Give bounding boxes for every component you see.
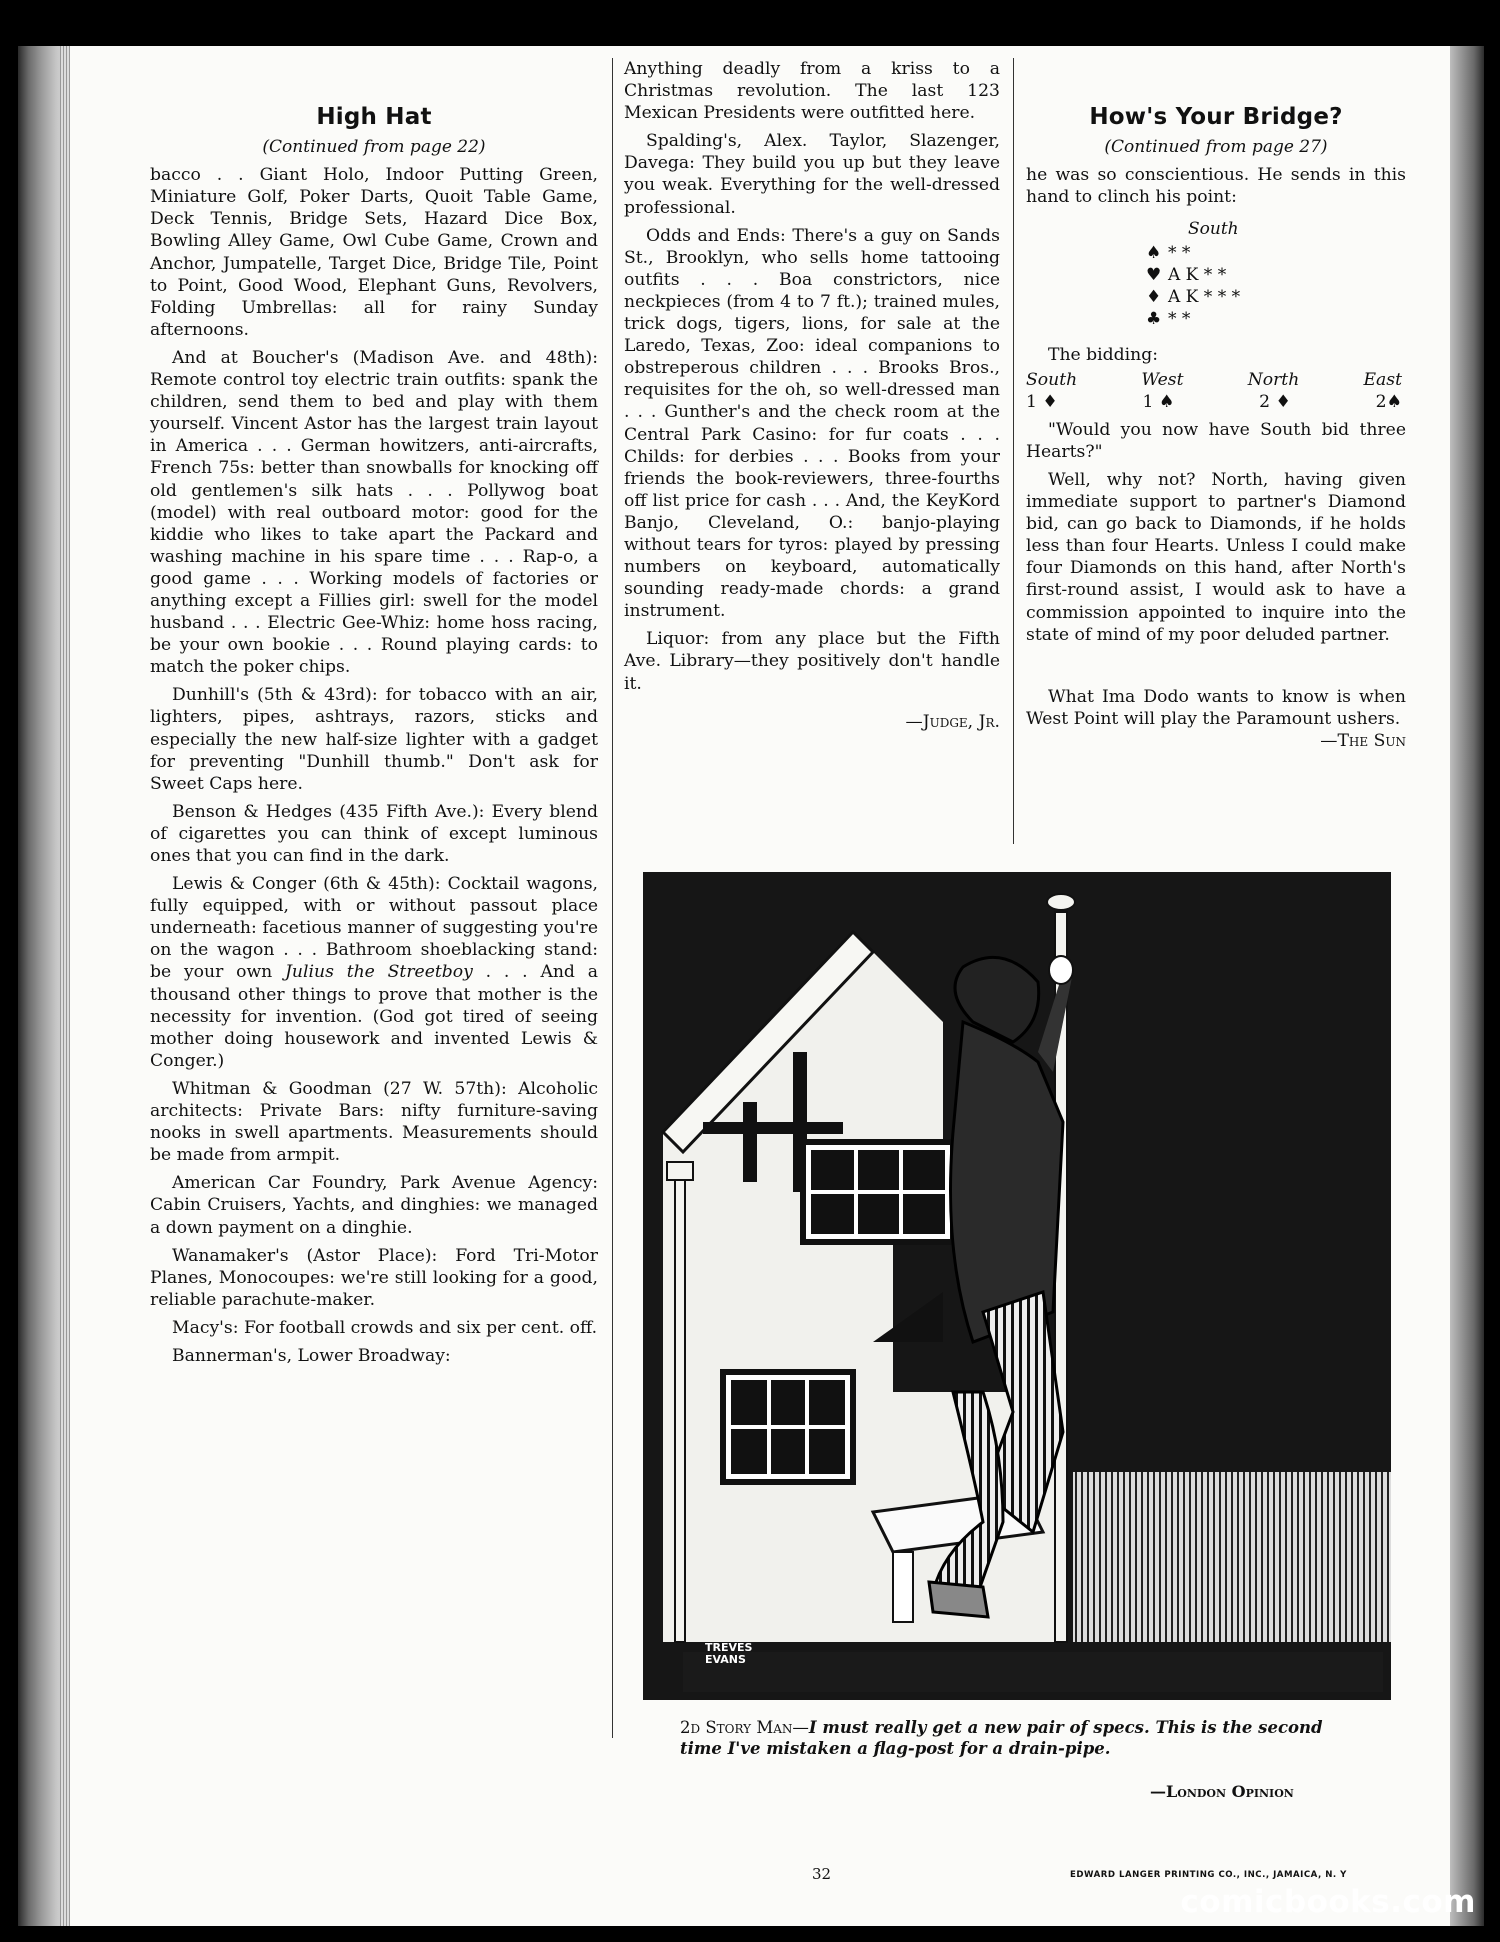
paragraph: Bannerman's, Lower Broadway: — [172, 1345, 451, 1366]
signature: —Judge, Jr. — [905, 711, 1000, 732]
paragraph: Wanamaker's (Astor Place): Ford Tri-Motor Planes, Monocoupes: we're still looking for a good, reliable parachute-maker. — [150, 1245, 598, 1310]
italic-text: Julius the Streetboy — [285, 962, 473, 983]
bidding-players — [1026, 369, 1406, 391]
player-north: North — [1247, 369, 1300, 390]
paragraph: Odds and Ends: There's a guy on Sands St., Brooklyn, who sells home tattooing outfits . . . Boa constrictors, nice neckpieces (from 4 to 7 ft.); trained mules, trick dogs, tigers, lions, for sale at the Laredo, Texas, Zoo: ideal companions to obstreperous children . . . Brooks Bros., requisites for the oh, so well-dressed man . . . Gunther's and the check room at the Central Park Casino: for fur coats . . . Childs: for derbies . . . Books from your friends the book-reviewers, three-fourths off list price for cash . . . And, the KeyKord Banjo, Cleveland, O.: banjo-playing without tears for tyros: played by pressing numbers on keyboard, automatically sounding ready-made chords: a grand instrument. — [624, 225, 1000, 622]
player-south: South — [1026, 369, 1078, 390]
high-hat-column — [150, 48, 598, 1373]
diamond-icon: ♦ — [1146, 287, 1162, 308]
cartoon-illustration — [643, 872, 1391, 1700]
paragraph-lewis-conger — [150, 873, 598, 1072]
caption-speaker: 2d Story Man— — [680, 1718, 809, 1737]
hand-row-hearts — [1026, 264, 1406, 286]
page-right-edge — [1450, 46, 1484, 1926]
cartoon-caption — [680, 1717, 1370, 1759]
cards: A K * * * — [1168, 287, 1241, 308]
article-title: How's Your Bridge? — [1089, 104, 1343, 130]
spade-icon: ♠ — [1146, 243, 1162, 264]
bid-west: 1 ♠ — [1142, 391, 1175, 412]
paragraph: Spalding's, Alex. Taylor, Slazenger, Davega: They build you up but they leave you weak. Everything for the well-dressed professional. — [624, 131, 1000, 218]
bidding-bids — [1026, 391, 1406, 413]
player-west: West — [1141, 369, 1184, 390]
joke: What Ima Dodo wants to know is when West Point will play the Paramount ushers. — [1026, 686, 1406, 729]
high-hat-column-continued — [624, 58, 1000, 739]
paragraph: And at Boucher's (Madison Ave. and 48th): Remote control toy electric train outfits: spank the children, send them to bed and play with them yourself. Vincent Astor has the largest train layout in America . . . German howitzers, anti-aircrafts, French 75s: better than snowballs for knocking off old gentlemen's silk hats . . . Pollywog boat (model) with real outboard motor: good for the kiddie who likes to take apart the Packard and washing machine in his spare time . . . Rap-o, a good game . . . Working models of factories or anything except a Fillies girl: swell for the model husband . . . Electric Gee-Whiz: home hoss racing, be your own bookie . . . Round playing cards: to match the poker chips. — [150, 347, 598, 678]
paragraph: American Car Foundry, Park Avenue Agency: Cabin Cruisers, Yachts, and dinghies: we managed a down payment on a dinghie. — [150, 1173, 598, 1238]
page-number: 32 — [812, 1865, 832, 1883]
article-title: High Hat — [316, 104, 432, 130]
paragraph: bacco . . Giant Holo, Indoor Putting Green, Miniature Golf, Poker Darts, Quoit Table Game, Deck Tennis, Bridge Sets, Hazard Dice Box, Bowling Alley Game, Owl Cube Game, Crown and Anchor, Jumpatelle, Target Dice, Bridge Tile, Point to Point, Good Wood, Elephant Guns, Revolvers, Folding Umbrellas: all for rainy Sunday afternoons. — [150, 165, 598, 340]
cards: * * — [1168, 309, 1191, 330]
bid-east: 2♠ — [1375, 391, 1402, 412]
continued-note: (Continued from page 27) — [1104, 137, 1328, 158]
bid-north: 2 ♦ — [1259, 391, 1291, 412]
paragraph: he was so conscientious. He sends in this hand to clinch his point: — [1026, 165, 1406, 208]
cards: A K * * — [1168, 265, 1227, 286]
paragraph: "Would you now have South bid three Hearts?" — [1026, 419, 1406, 462]
book-binding-edge — [18, 46, 70, 1926]
paragraph: Whitman & Goodman (27 W. 57th): Alcoholic architects: Private Bars: nifty furniture-saving nooks in swell apartments. Measurements should be made from armpit. — [150, 1078, 598, 1166]
column-rule — [612, 58, 613, 1738]
hand-row-diamonds — [1026, 286, 1406, 308]
heart-icon: ♥ — [1146, 265, 1162, 286]
player-east: East — [1363, 369, 1402, 390]
text: . . . And a thousand other things to prove that mother is the necessity for invention. (God got tired of seeing mother doing housework and invented Lewis & Conger.) — [150, 962, 598, 1071]
artist-signature: TREVES EVANS — [705, 1641, 753, 1666]
joke-source: —The Sun — [1320, 730, 1406, 751]
upper-window — [803, 1142, 953, 1242]
continued-note: (Continued from page 22) — [262, 137, 486, 158]
paragraph: Benson & Hedges (435 Fifth Ave.): Every blend of cigarettes you can think of except luminous ones that you can find in the dark. — [150, 801, 598, 866]
bridge-hand — [1026, 218, 1406, 330]
bidding-label: The bidding: — [1048, 345, 1159, 366]
paragraph: Macy's: For football crowds and six per cent. off. — [172, 1317, 598, 1338]
paragraph: Anything deadly from a kriss to a Christmas revolution. The last 123 Mexican Presidents were outfitted here. — [624, 59, 1000, 124]
hand-row-clubs — [1026, 308, 1406, 330]
paragraph: Well, why not? North, having given immediate support to partner's Diamond bid, can go back to Diamonds, if he holds less than four Hearts. Unless I could make four Diamonds on this hand, after North's first-round assist, I would ask to have a commission appointed to inquire into the state of mind of my poor deluded partner. — [1026, 469, 1406, 645]
club-icon: ♣ — [1146, 309, 1162, 330]
hand-row-spades — [1026, 242, 1406, 264]
bid-south: 1 ♦ — [1026, 391, 1058, 412]
cards: * * — [1168, 243, 1191, 264]
hand-label: South — [1188, 219, 1239, 240]
lower-window — [723, 1372, 853, 1482]
cartoon-source: —London Opinion — [1150, 1782, 1294, 1801]
caption-text: I must really get a new pair of specs. This is the second time I've mistaken a flag-post for a drain-pipe. — [680, 1718, 1323, 1758]
cartoon-drawing — [643, 872, 1391, 1700]
printer-credit: EDWARD LANGER PRINTING CO., INC., JAMAICA, N. Y — [1070, 1870, 1347, 1880]
paragraph: Dunhill's (5th & 43rd): for tobacco with an air, lighters, pipes, ashtrays, razors, sticks and especially the new half-size lighter with a gadget for preventing "Dunhill thumb." Don't ask for Sweet Caps here. — [150, 685, 598, 794]
text: Lewis & Conger (6th & 45th): Cocktail wagons, fully equipped, with or without passout place underneath: facetious manner of suggesting you're on the wagon . . . Bathroom shoeblacking stand: be your own — [150, 874, 598, 983]
column-rule — [1013, 58, 1014, 844]
bridge-column — [1026, 48, 1406, 758]
paragraph: Liquor: from any place but the Fifth Ave. Library—they positively don't handle it. — [624, 629, 1000, 694]
watermark: comicbooks.com — [1180, 1884, 1476, 1920]
